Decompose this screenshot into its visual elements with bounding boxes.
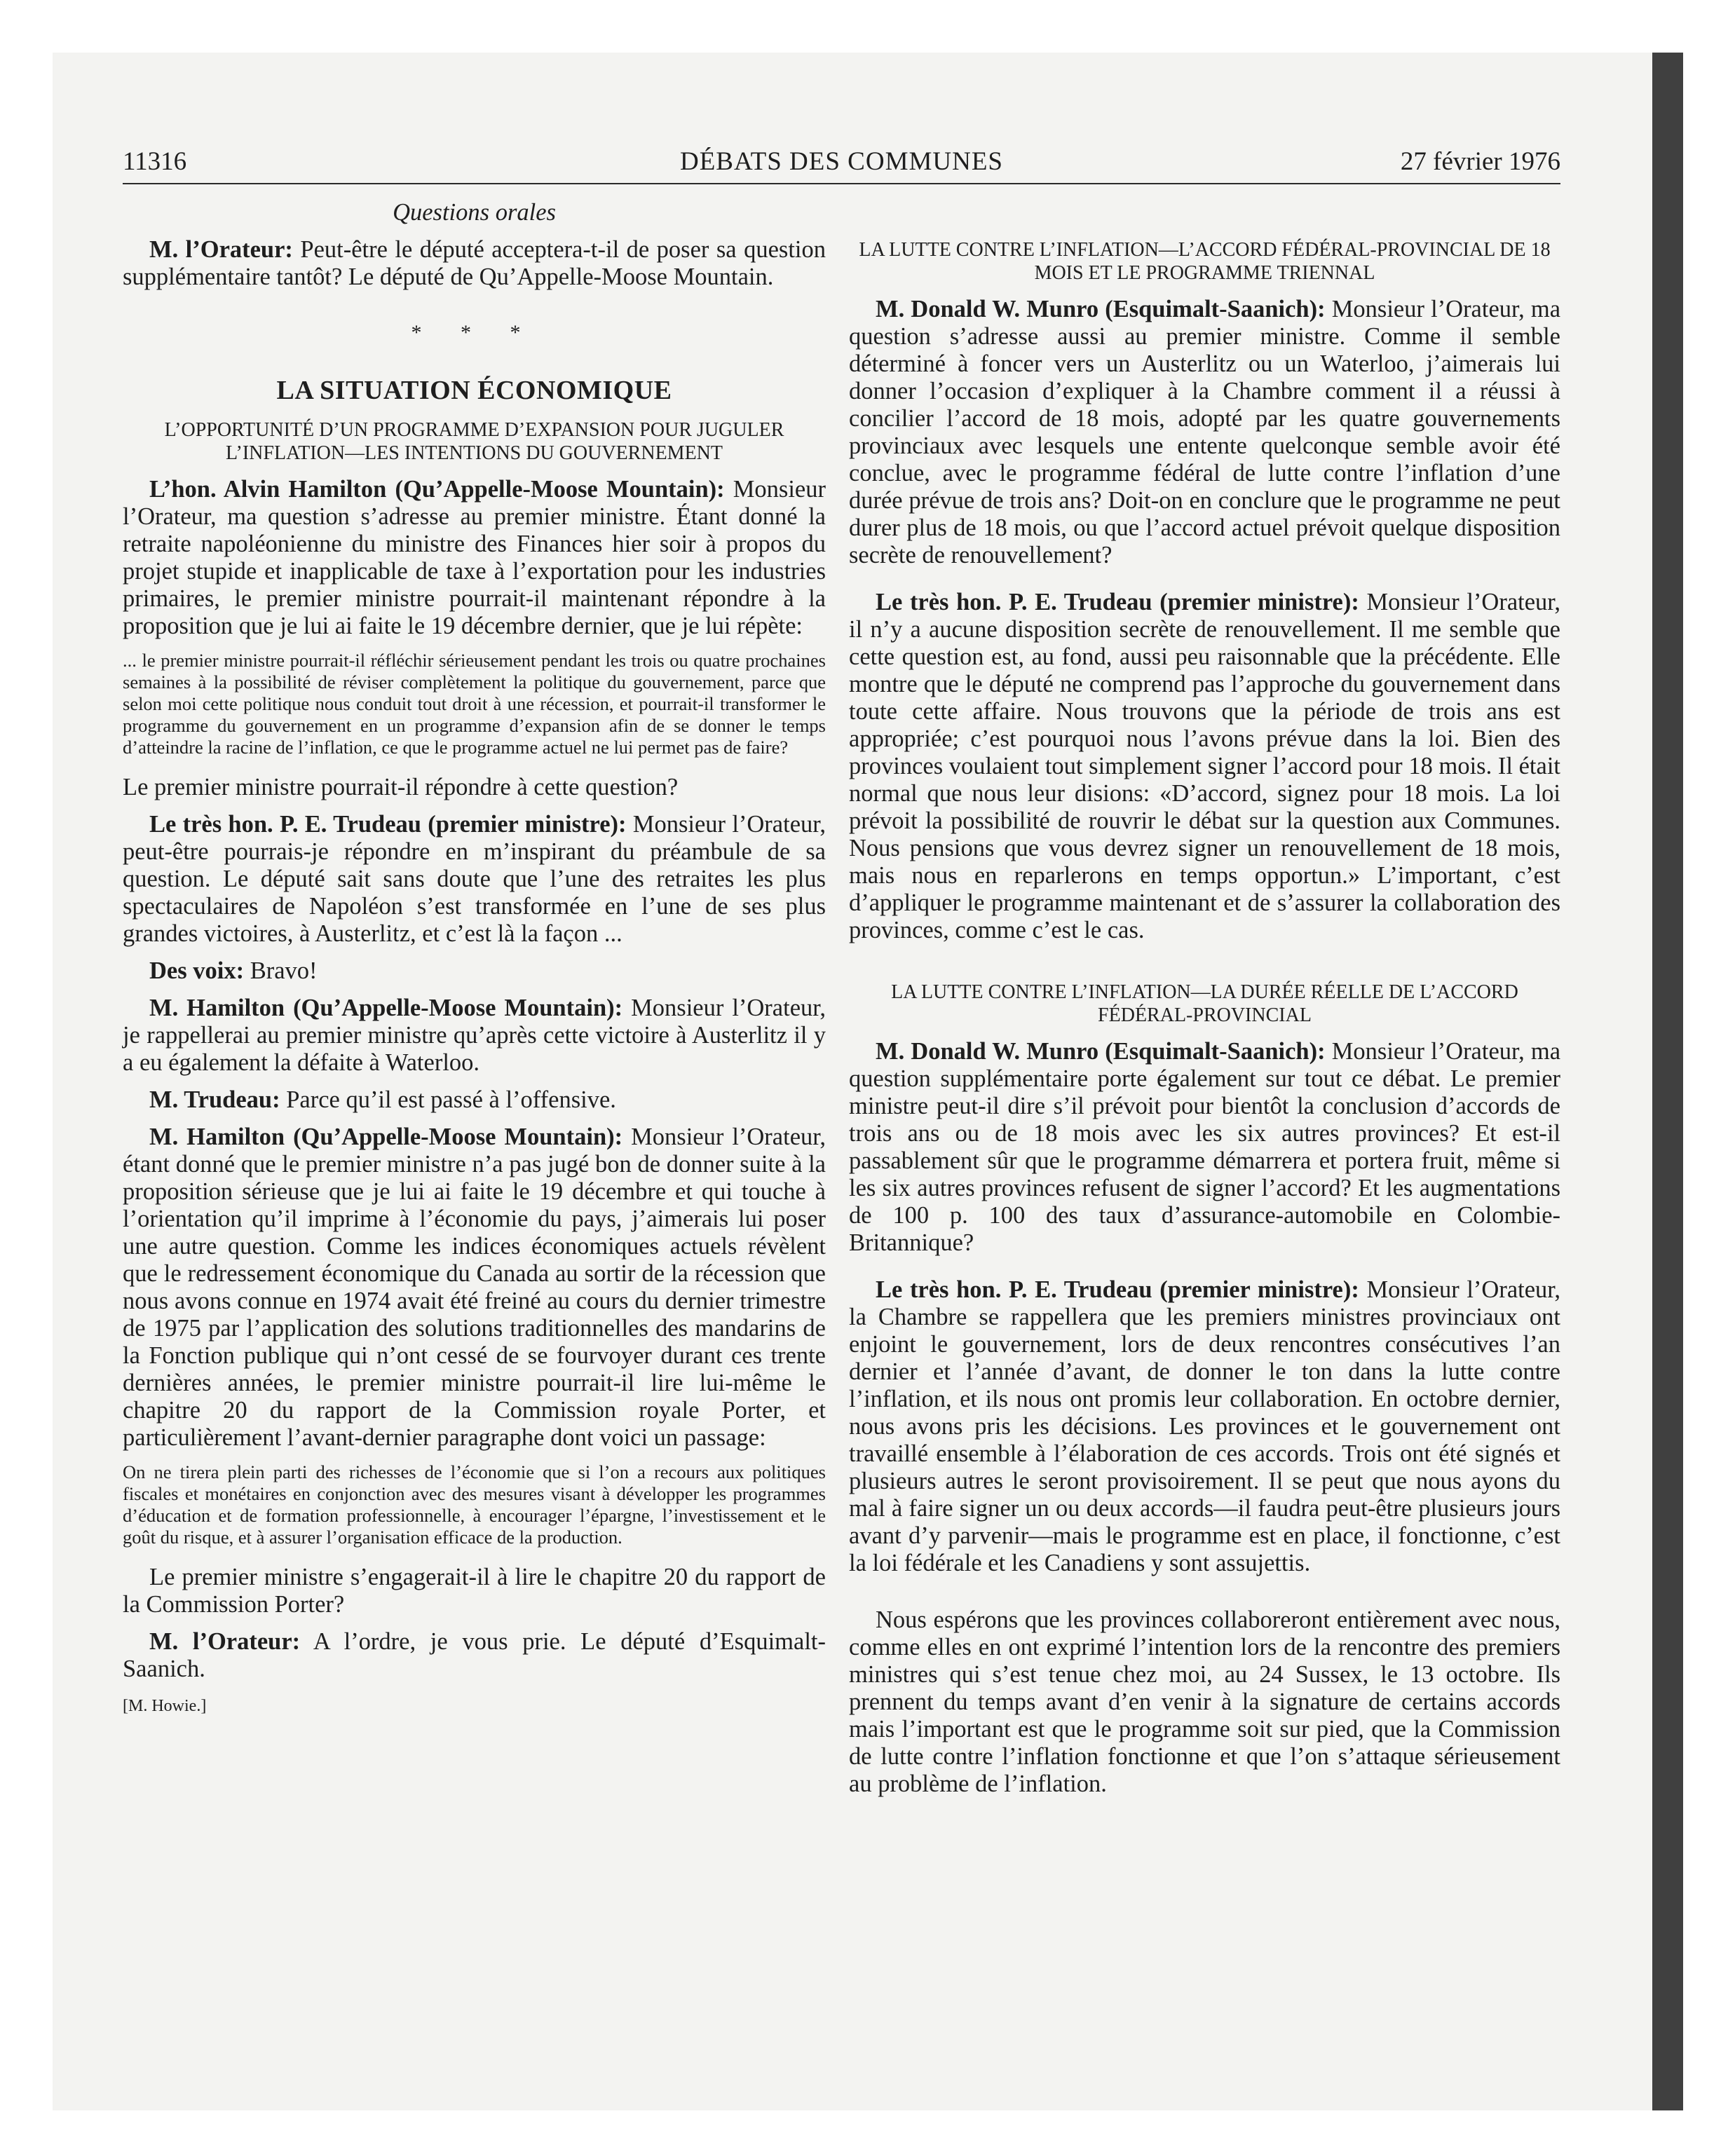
left-column <box>123 199 826 1720</box>
right-column <box>849 199 1560 1808</box>
speech: Monsieur l’Orateur, il n’y a aucune disposition secrète de renouvellement. Il me semble que cette question est, au fond, aussi peu raisonnable que la précédente. Elle montre que le député ne comprend pas l’approche du gouvernement dans toute cette affaire. Nous trouvons que la période de trois ans est appropriée; c’est pourquoi nous l’avons prévue dans la loi. Bien des provinces voulaient tout simplement signer l’accord pour 18 mois. Il était normal que nous leur disions: «D’accord, signez pour 18 mois. La loi prévoit la possibilité de rouvrir le débat sur la question aux Communes. Nous pensions que vous devrez signer un renouvellement de 18 mois, mais nous en reparlerons en temps opportun.» L’important, c’est d’appliquer le programme maintenant et de s’assurer la collaboration des provinces, comme c’est le cas. <box>849 589 1561 943</box>
speech: Peut-être le député acceptera-t-il de poser sa question supplémentaire tantôt? Le député de Qu’Appelle-Moose Mountain. <box>123 236 826 290</box>
paragraph <box>123 1124 826 1452</box>
speech: Monsieur l’Orateur, étant donné que le premier ministre n’a pas jugé bon de donner suite à la proposition sérieuse que je lui ai faite le 19 décembre et qui touche à l’orientation qu’il imprime à l’économie du pays, j’aimerais lui poser une autre question. Comme les indices économiques actuels révèlent que le redressement économique du Canada au sortir de la récession que nous avons connue en 1974 avait été freiné au cours du dernier trimestre de 1975 par l’application des solutions traditionnelles des mandarins de la Fonction publique qui n’ont cessé de se fourvoyer durant ces trente dernières années, le premier ministre pourrait-il lire lui-même le chapitre 20 du rapport de la Commission royale Porter, et particulièrement l’avant-dernier paragraphe dont voici un passage: <box>123 1124 826 1451</box>
paragraph <box>123 957 826 985</box>
speaker: L’hon. Alvin Hamilton (Qu’Appelle-Moose Mountain): <box>149 476 725 503</box>
paragraph <box>849 1276 1560 1577</box>
sub-heading: LA LUTTE CONTRE L’INFLATION—L’ACCORD FÉDÉRAL-PROVINCIAL DE 18 MOIS ET LE PROGRAMME TRIENNAL <box>859 239 1551 284</box>
footer-note: [M. Howie.] <box>123 1697 207 1715</box>
paragraph <box>849 589 1560 944</box>
speech: Nous espérons que les provinces collaboreront entièrement avec nous, comme elles en ont exprimé l’intention lors de la rencontre des premiers ministres qui s’est tenue chez moi, au 24 Sussex, le 13 octobre. Ils prennent du temps avant d’en venir à la signature de certains accords mais l’important est que le programme soit sur pied, que la Commission de lutte contre l’inflation fonctionne et que l’on s’attaque sérieusement au problème de l’inflation. <box>849 1606 1560 1797</box>
paragraph <box>123 811 826 948</box>
speaker: M. Hamilton (Qu’Appelle-Moose Mountain): <box>149 1124 623 1150</box>
speaker: M. l’Orateur: <box>149 236 293 263</box>
sub-heading: LA LUTTE CONTRE L’INFLATION—LA DURÉE RÉELLE DE L’ACCORD FÉDÉRAL-PROVINCIAL <box>891 981 1518 1026</box>
speaker: M. Hamilton (Qu’Appelle-Moose Mountain): <box>149 995 623 1021</box>
speech: Monsieur l’Orateur, je rappellerai au premier ministre qu’après cette victoire à Austerlitz il y a eu également la défaite à Waterloo. <box>123 995 826 1076</box>
speaker: M. Donald W. Munro (Esquimalt-Saanich): <box>876 1038 1326 1065</box>
speaker: M. Donald W. Munro (Esquimalt-Saanich): <box>876 296 1326 322</box>
paragraph <box>849 1038 1560 1257</box>
paragraph <box>849 1606 1560 1798</box>
paragraph <box>123 774 826 801</box>
paragraph <box>123 1564 826 1618</box>
paragraph <box>849 296 1560 569</box>
speaker: M. Trudeau: <box>149 1086 280 1113</box>
publication-title: DÉBATS DES COMMUNES <box>679 147 1003 176</box>
speaker: Le très hon. P. E. Trudeau (premier ministre): <box>876 589 1359 615</box>
paragraph <box>123 1086 826 1114</box>
section-kicker: Questions orales <box>393 199 556 226</box>
speech: Monsieur l’Orateur, ma question supplémentaire porte également sur tout ce débat. Le premier ministre peut-il dire s’il prévoit pour bientôt la conclusion d’accords de trois ans ou de 18 mois avec les six autres provinces? Et est-il passablement sûr que le programme démarrera et portera fruit, même si les six autres provinces refusent de signer l’accord? Et les augmentations de 100 p. 100 des taux d’assurance-automobile en Colombie-Britannique? <box>849 1038 1561 1256</box>
speech: Monsieur l’Orateur, la Chambre se rappellera que les premiers ministres provinciaux ont enjoint le gouvernement, lors de deux rencontres consécutives l’an dernier et l’année d’avant, de donner le ton dans la lutte contre l’inflation, et ils nous ont promis leur collaboration. En octobre dernier, nous avons pris les décisions. Les provinces et le gouvernement ont travaillé ensemble à l’élaboration de ces accords. Trois ont été signés et plusieurs autres le seront provisoirement. Il se peut que nous ayons du mal à faire signer un ou deux accords—il faudra peut-être plusieurs jours avant d’y parvenir—mais le programme est en place, il fonctionne, c’est la loi fédérale et les Canadiens y sont assujettis. <box>849 1276 1561 1576</box>
running-head <box>123 144 1560 184</box>
paragraph <box>123 1628 826 1683</box>
section-separator: * * * <box>411 321 538 344</box>
speech: Monsieur l’Orateur, ma question s’adresse aussi au premier ministre. Comme il semble déterminé à foncer vers un Austerlitz ou un Waterloo, j’aimerais lui donner l’occasion d’expliquer à la Chambre comment il a réussi à concilier l’accord de 18 mois, adopté par les quatre gouvernements provinciaux avec lesquels une entente quelconque semble avoir été conclue, avec le programme fédéral de lutte contre l’inflation d’une durée prévue de trois ans? Doit-on en conclure que le programme ne peut durer plus de 18 mois, ou que l’accord actuel prévoit quelque disposition secrète de renouvellement? <box>849 296 1561 568</box>
speech: Le premier ministre s’engagerait-il à lire le chapitre 20 du rapport de la Commission Porter? <box>123 1564 826 1618</box>
sub-heading: L’OPPORTUNITÉ D’UN PROGRAMME D’EXPANSION POUR JUGULER L’INFLATION—LES INTENTIONS DU GOUVERNEMENT <box>164 419 784 464</box>
speech: Bravo! <box>250 957 318 984</box>
block-quote: ... le premier ministre pourrait-il réfléchir sérieusement pendant les trois ou quatre prochaines semaines à la possibilité de réviser complètement la politique du gouvernement, parce que selon moi cette politique nous conduit tout droit à une récession, et pourrait-il transformer le programme du gouvernement en un programme d’expansion afin de se donner le temps d’atteindre la racine de l’inflation, ce que le programme actuel ne lui permet pas de faire? <box>123 650 826 758</box>
speech: Le premier ministre pourrait-il répondre à cette question? <box>123 774 679 800</box>
paragraph <box>123 236 826 291</box>
paragraph <box>123 995 826 1077</box>
section-title: LA SITUATION ÉCONOMIQUE <box>276 376 672 405</box>
speaker: Le très hon. P. E. Trudeau (premier ministre): <box>149 811 627 838</box>
paragraph <box>123 476 826 640</box>
speech: A l’ordre, je vous prie. Le député d’Esquimalt-Saanich. <box>123 1628 826 1682</box>
speaker: Le très hon. P. E. Trudeau (premier ministre): <box>876 1276 1359 1303</box>
block-quote: On ne tirera plein parti des richesses de l’économie que si l’on a recours aux politiques fiscales et monétaires en conjonction avec des mesures visant à développer les programmes d’éducation et de formation professionnelle, à encourager l’épargne, l’investissement et le goût du risque, et à assurer l’organisation efficace de la production. <box>123 1461 826 1548</box>
speaker: M. l’Orateur: <box>149 1628 301 1655</box>
speech: Monsieur l’Orateur, peut-être pourrais-je répondre en m’inspirant du préambule de sa question. Le député sait sans doute que l’une des retraites les plus spectaculaires de Napoléon s’est transformée en l’une de ses plus grandes victoires, à Austerlitz, et c’est là la façon ... <box>123 811 826 947</box>
speaker: Des voix: <box>149 957 245 984</box>
scan-binding-edge <box>1652 53 1683 2110</box>
page-number: 11316 <box>123 147 187 176</box>
speech: Monsieur l’Orateur, ma question s’adresse au premier ministre. Étant donné la retraite napoléonienne du ministre des Finances hier soir à propos du projet stupide et inapplicable de taxe à l’exportation pour les industries primaires, le premier ministre pourrait-il maintenant répondre à la proposition que je lui ai faite le 19 décembre dernier, que je lui répète: <box>123 476 826 639</box>
speech: Parce qu’il est passé à l’offensive. <box>286 1086 616 1113</box>
publication-date: 27 février 1976 <box>1400 147 1560 176</box>
